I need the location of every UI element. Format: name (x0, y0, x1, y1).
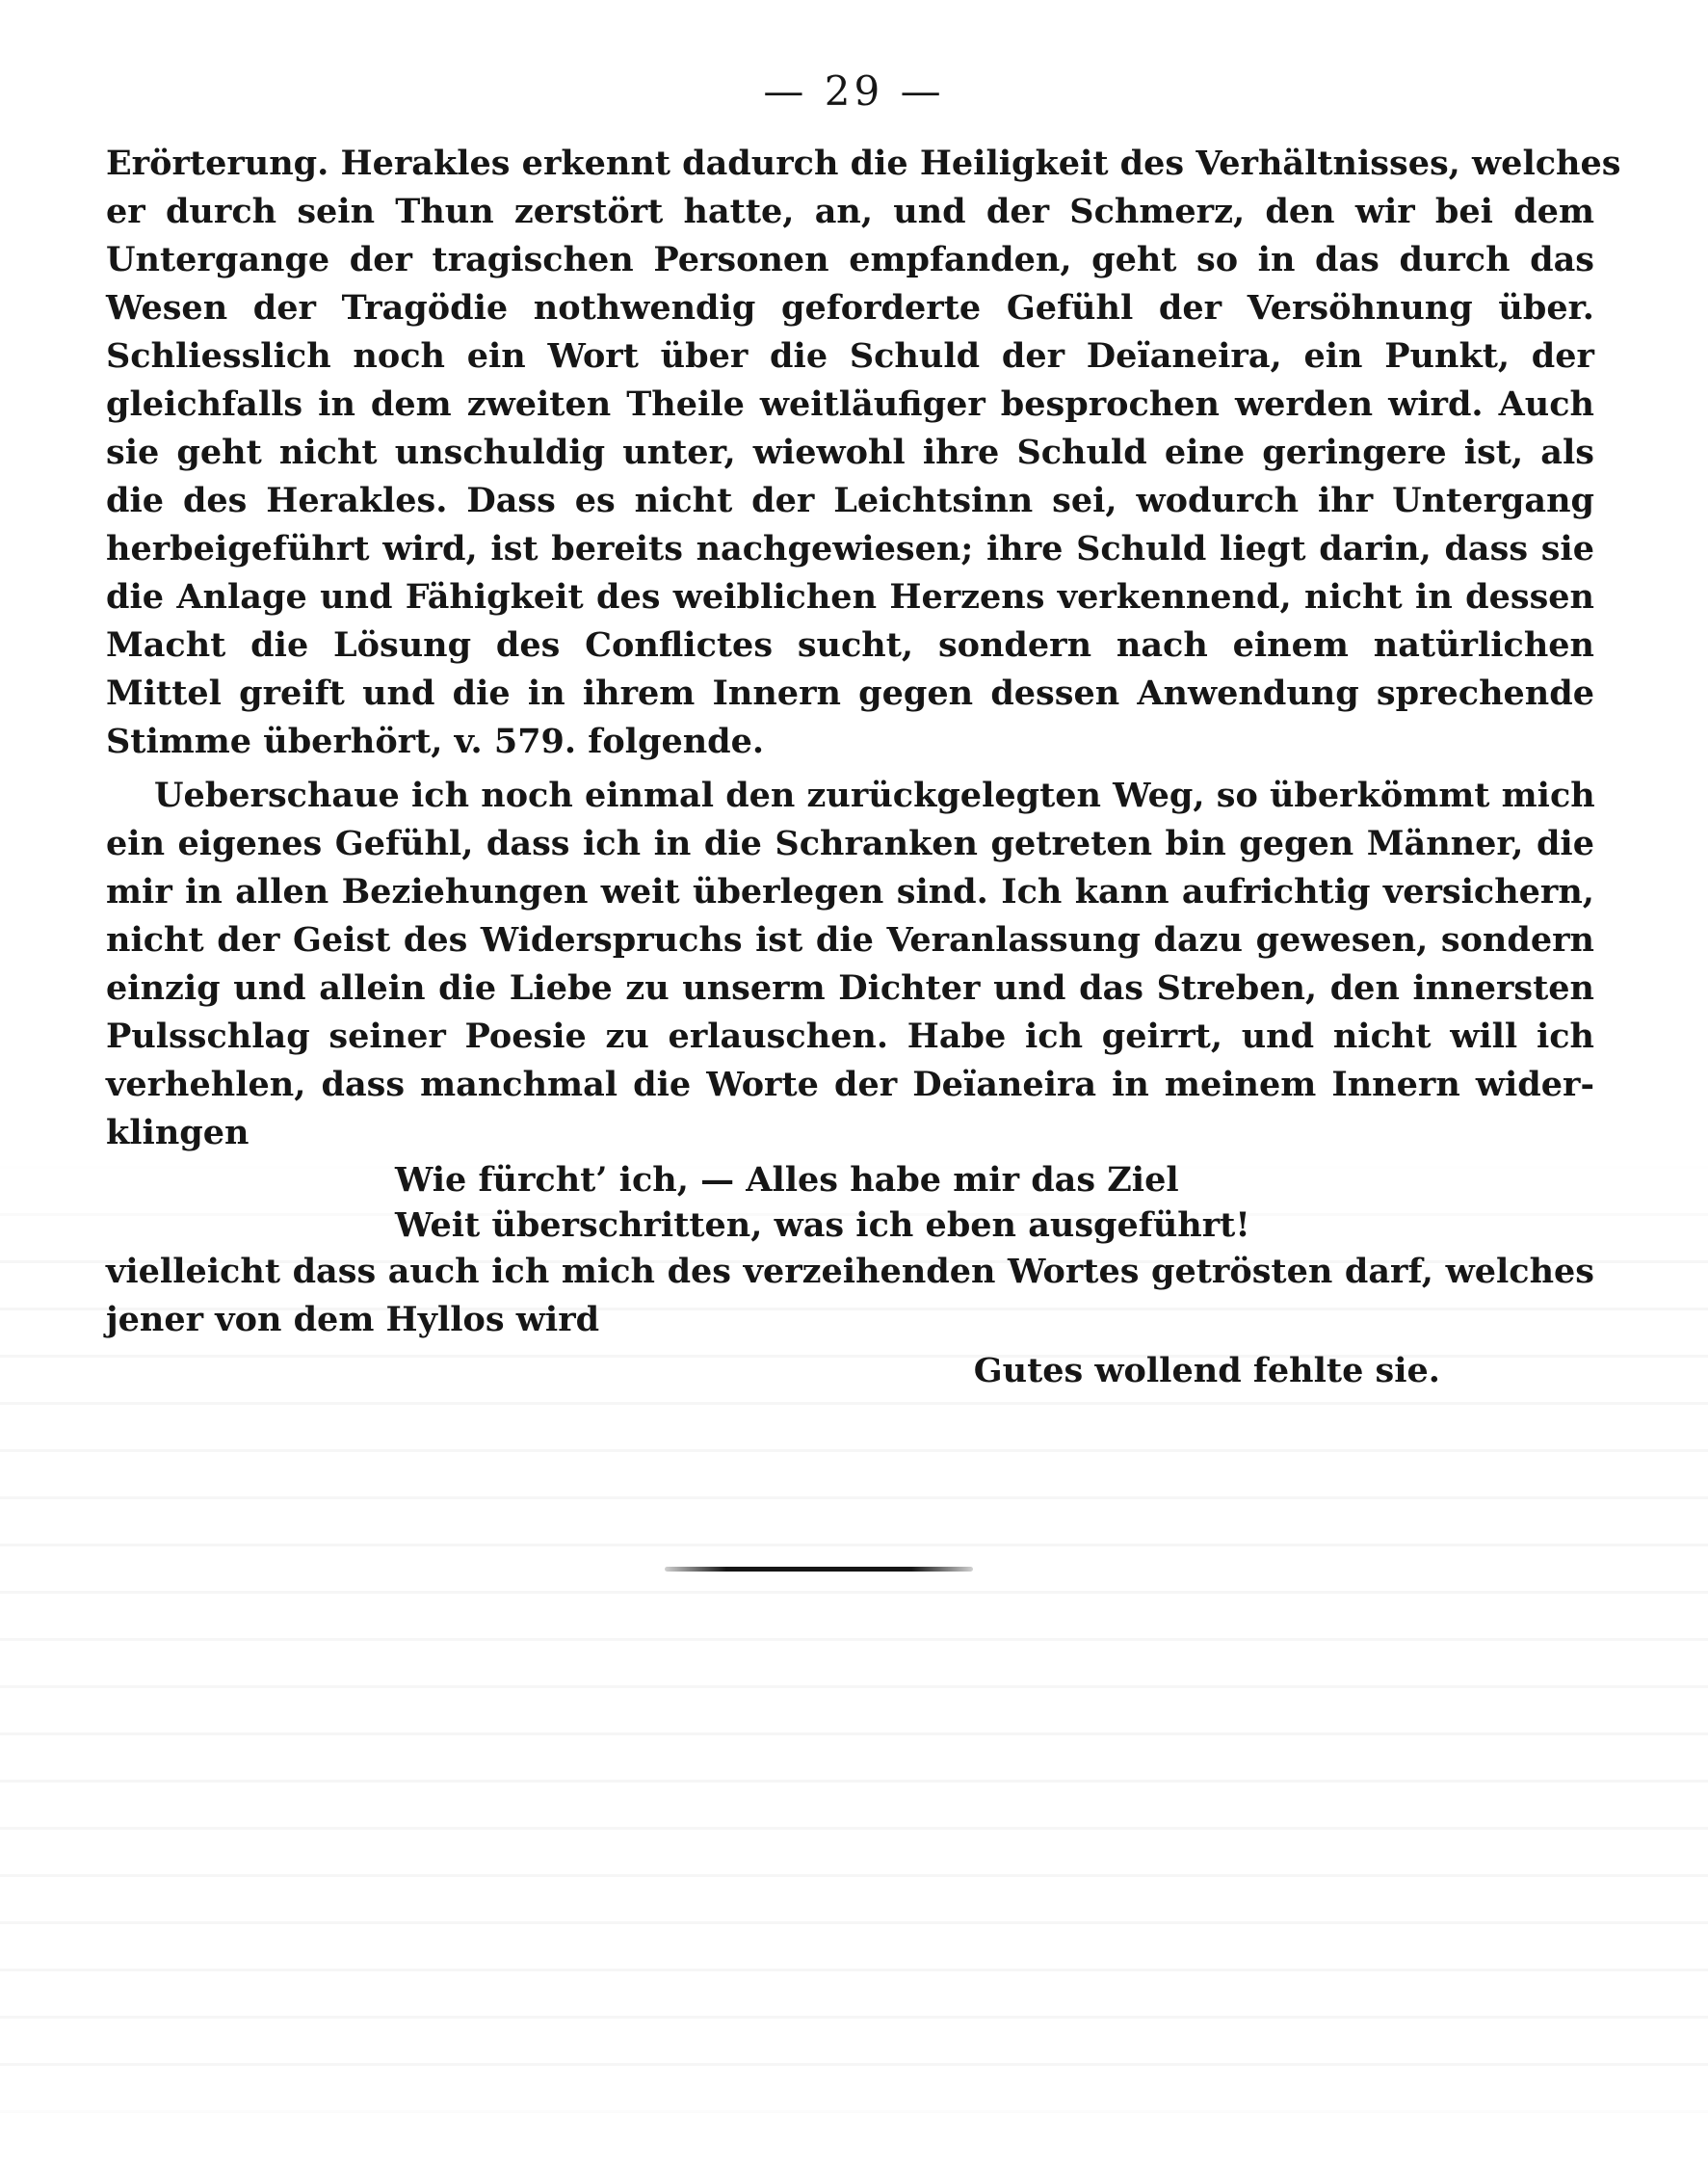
verse-line: Weit überschritten, was ich eben ausgeführt! (395, 1205, 1250, 1245)
text-line: Macht die Lösung des Conflictes sucht, sondern nach einem natürlichen (106, 625, 1594, 665)
text-line: die Anlage und Fähigkeit des weiblichen Herzens verkennend, nicht in dessen (106, 577, 1594, 617)
text-line: Schliesslich noch ein Wort über die Schuld der Deïaneira, ein Punkt, der (106, 336, 1594, 376)
text-line: herbeigeführt wird, ist bereits nachgewiesen; ihre Schuld liegt darin, dass sie (106, 529, 1594, 568)
text-line: Erörterung. Herakles erkennt dadurch die Heiligkeit des Verhältnisses, welches (106, 144, 1621, 183)
text-line: die des Herakles. Dass es nicht der Leichtsinn sei, wodurch ihr Untergang (106, 481, 1594, 520)
paragraph-3 (106, 1248, 1594, 1344)
text-line: Untergange der tragischen Personen empfanden, geht so in das durch das (106, 240, 1594, 279)
text-line: vielleicht dass auch ich mich des verzeihenden Wortes getrösten darf, welches (106, 1252, 1594, 1291)
paragraph-1 (106, 140, 1621, 766)
text-line: nicht der Geist des Widerspruchs ist die Veranlassung dazu gewesen, sondern (106, 920, 1594, 960)
text-line: Ueberschaue ich noch einmal den zurückgelegten Weg, so überkömmt mich (154, 776, 1595, 815)
text-line: Stimme überhört, v. 579. folgende. (106, 722, 765, 761)
text-line: jener von dem Hyllos wird (106, 1300, 600, 1339)
text-line: klingen (106, 1113, 250, 1152)
page-number: — 29 — (763, 67, 945, 115)
paragraph-2 (106, 772, 1594, 1157)
text-line: einzig und allein die Liebe zu unserm Dichter und das Streben, den innersten (106, 968, 1594, 1008)
verse-quote (106, 1157, 1594, 1248)
text-line: mir in allen Beziehungen weit überlegen sind. Ich kann aufrichtig versichern, (106, 872, 1594, 912)
text-line: verhehlen, dass manchmal die Worte der Deïaneira in meinem Innern wider- (106, 1065, 1594, 1104)
text-line: Pulsschlag seiner Poesie zu erlauschen. Habe ich geirrt, und nicht will ich (106, 1017, 1594, 1056)
text-line: er durch sein Thun zerstört hatte, an, und der Schmerz, den wir bei dem (106, 192, 1594, 231)
body-text (106, 140, 1621, 1398)
text-line: Mittel greift und die in ihrem Innern gegen dessen Anwendung sprechende (106, 674, 1594, 713)
text-line: gleichfalls in dem zweiten Theile weitläufiger besprochen werden wird. Auch (106, 384, 1594, 424)
text-line: sie geht nicht unschuldig unter, wiewohl ihre Schuld eine geringere ist, als (106, 433, 1594, 472)
text-line: ein eigenes Gefühl, dass ich in die Schranken getreten bin gegen Männer, die (106, 824, 1594, 863)
verse-line: Wie fürcht’ ich, — Alles habe mir das Ziel (395, 1160, 1179, 1200)
closing-line: Gutes wollend fehlte sie. (973, 1351, 1440, 1390)
text-line: Wesen der Tragödie nothwendig geforderte Gefühl der Versöhnung über. (106, 288, 1594, 328)
section-divider-rule (665, 1567, 973, 1572)
